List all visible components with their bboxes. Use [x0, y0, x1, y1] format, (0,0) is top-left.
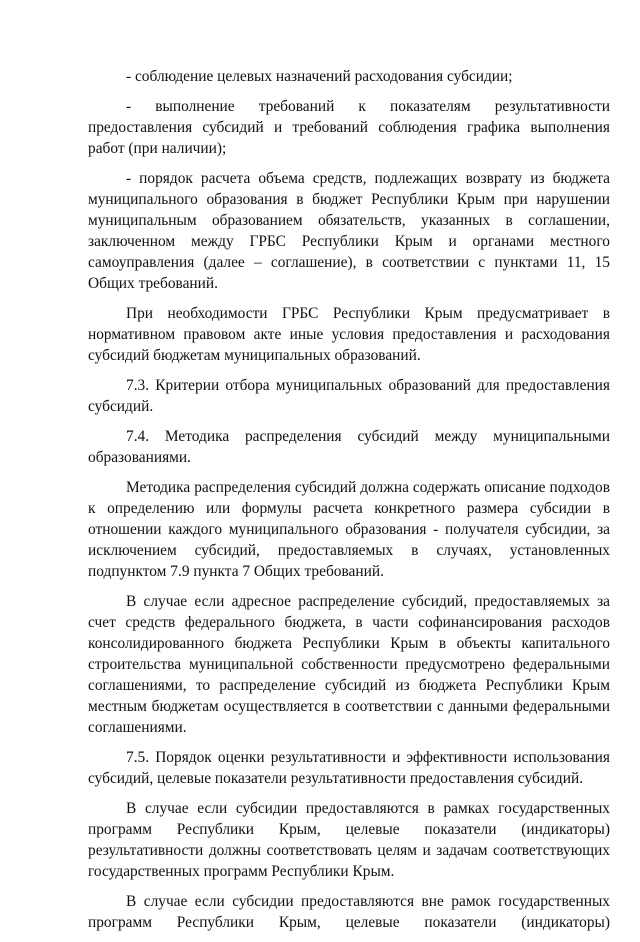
paragraph-federal-funding: В случае если адресное распределение субсидий, предоставляемых за счет средств федерального бюджета, в части софинансирования расходов консолидированного бюджета Республики Крым в объекты капитального строительства муниципальной собственности предусмотрено федеральными соглашениями, то распределение субсидий из бюджета Республики Крым местным бюджетам осуществляется в соответствии с данными федеральными соглашениями.: [88, 593, 610, 736]
paragraph-state-programs: В случае если субсидии предоставляются в рамках государственных программ Республики Крым, целевые показатели (индикаторы) результативности должны соответствовать целям и задачам соответствующих государственных программ Республики Крым.: [88, 800, 610, 880]
paragraph-refund-procedure: - порядок расчета объема средств, подлежащих возврату из бюджета муниципального образования в бюджет Республики Крым при нарушении муниципальным образованием обязательств, указанных в соглашении, заключенном между ГРБС Республики Крым и органами местного самоуправления (далее – соглашение), в соответствии с пунктами 11, 15 Общих требований.: [88, 170, 610, 292]
paragraph-compliance: - соблюдение целевых назначений расходования субсидии;: [126, 68, 513, 85]
section-7-3: 7.3. Критерии отбора муниципальных образований для предоставления субсидий.: [88, 377, 610, 415]
paragraph-outside-programs: В случае если субсидии предоставляются вне рамок государственных программ Республики Крым, целевые показатели (индикаторы): [88, 893, 610, 931]
paragraph-other-conditions: При необходимости ГРБС Республики Крым предусматривает в нормативном правовом акте иные условия предоставления и расходования субсидий бюджетам муниципальных образований.: [88, 305, 610, 364]
section-7-5: 7.5. Порядок оценки результативности и эффективности использования субсидий, целевые показатели результативности предоставления субсидий.: [88, 749, 610, 787]
paragraph-requirements: - выполнение требований к показателям результативности предоставления субсидий и требований соблюдения графика выполнения работ (при наличии);: [88, 98, 610, 157]
paragraph-methodology: Методика распределения субсидий должна содержать описание подходов к определению или формулы расчета конкретного размера субсидии в отношении каждого муниципального образования - получателя субсидии, за исключением субсидий, предоставляемых в случаях, установленных подпунктом 7.9 пункта 7 Общих требований.: [88, 479, 610, 580]
section-7-4: 7.4. Методика распределения субсидий между муниципальными образованиями.: [88, 428, 610, 466]
document-body: [88, 66, 610, 942]
